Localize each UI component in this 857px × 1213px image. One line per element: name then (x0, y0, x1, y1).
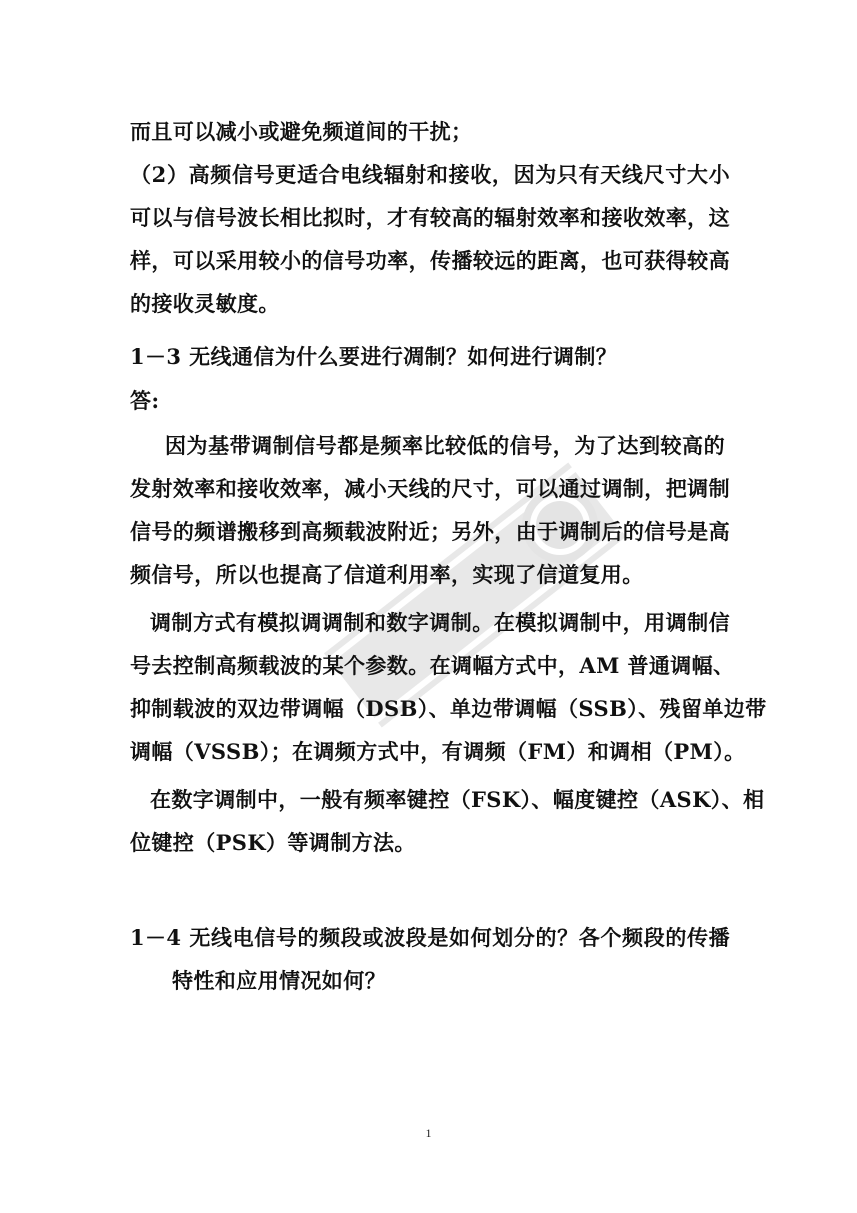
answer-paragraph-1-line-2: 发射效率和接收效率，减小天线的尺寸，可以通过调制，把调制 (130, 476, 730, 501)
answer-paragraph-2-line-4: 调幅（VSSB）；在调频方式中，有调频（FM）和调相（PM）。 (130, 739, 746, 764)
text-line-3: 可以与信号波长相比拟时，才有较高的辐射效率和接收效率，这 (130, 205, 730, 230)
text-line-2: （2）高频信号更适合电线辐射和接收，因为只有天线尺寸大小 (130, 162, 730, 187)
answer-paragraph-1-line-3: 信号的频谱搬移到高频载波附近；另外，由于调制后的信号是高 (130, 519, 730, 544)
answer-paragraph-3-line-1: 在数字调制中，一般有频率键控（FSK）、幅度键控（ASK）、相 (150, 787, 765, 812)
question-1-3: 1－3 无线通信为什么要进行凋制？如何进行调制？ (130, 344, 618, 369)
answer-paragraph-1-line-4: 频信号，所以也提高了信道利用率，实现了信道复用。 (130, 562, 644, 587)
page-number: 1 (425, 1126, 432, 1140)
question-1-4-line-2: 特性和应用情况如何？ (172, 968, 386, 993)
answer-paragraph-2-line-1: 调制方式有模拟调调制和数字调制。在模拟调制中，用调制信 (150, 610, 730, 635)
text-line-4: 样，可以采用较小的信号功率，传播较远的距离，也可获得较高 (130, 248, 730, 273)
answer-paragraph-2-line-3: 抑制载波的双边带调幅（DSB）、单边带调幅（SSB）、残留单边带 (130, 696, 767, 721)
question-1-4-line-1: 1－4 无线电信号的频段或波段是如何划分的？各个频段的传播 (130, 925, 730, 950)
answer-paragraph-3-line-2: 位键控（PSK）等调制方法。 (130, 830, 416, 855)
text-line-1: 而且可以减小或避免频道间的干扰； (130, 119, 473, 144)
answer-label: 答: (130, 388, 160, 413)
text-line-5: 的接收灵敏度。 (130, 291, 280, 316)
answer-paragraph-1-line-1: 因为基带调制信号都是频率比较低的信号，为了达到较高的 (165, 433, 725, 458)
answer-paragraph-2-line-2: 号去控制高频载波的某个参数。在调幅方式中，AM 普通调幅、 (130, 653, 735, 678)
